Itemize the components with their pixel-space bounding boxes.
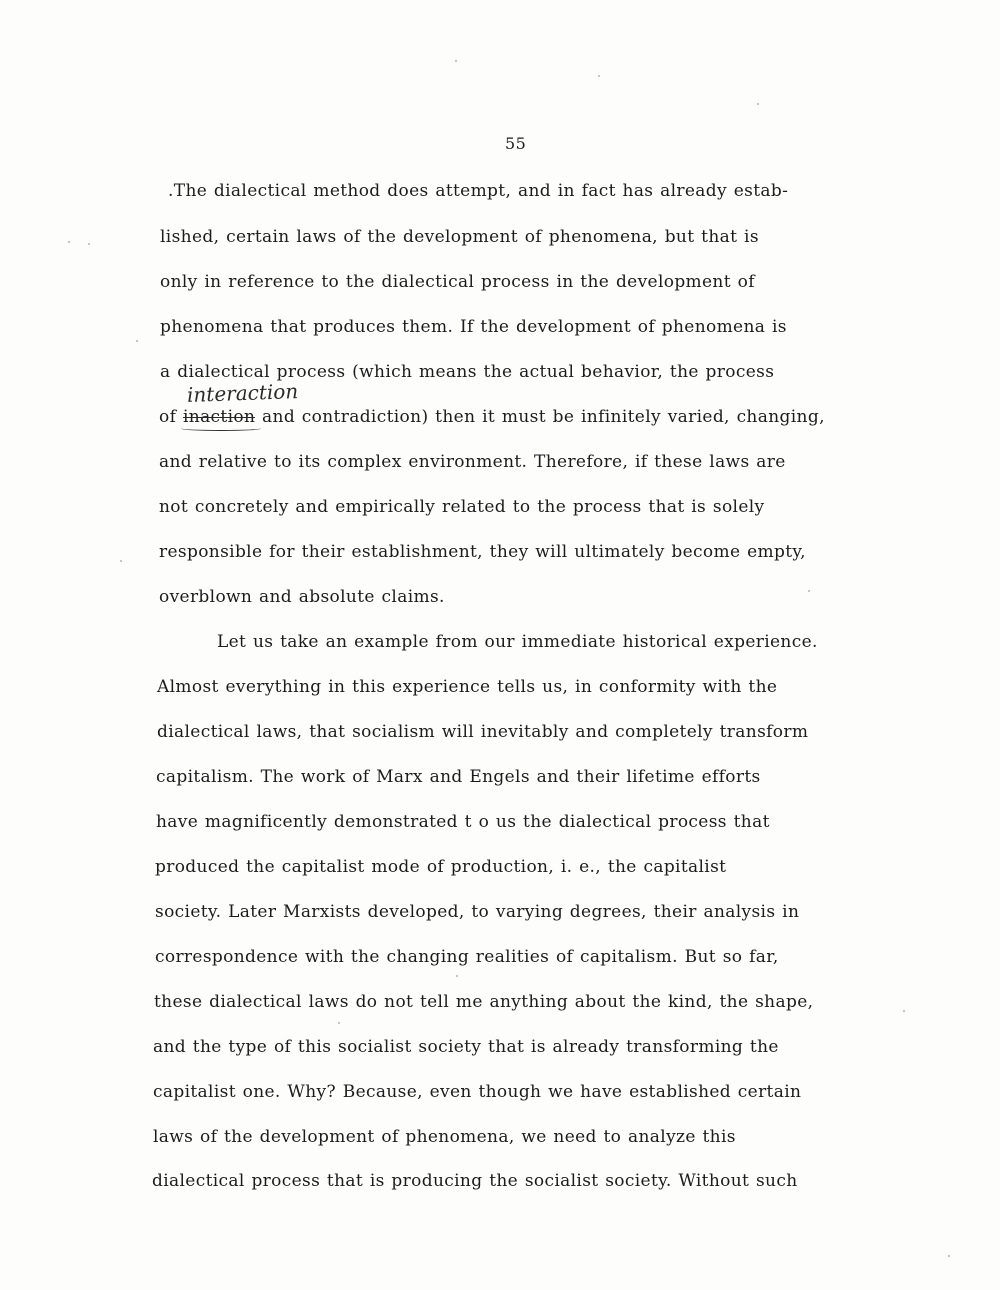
handwritten-correction: interaction [186,379,299,407]
text-line: dialectical process that is producing the socialist society. Without such [152,1171,798,1191]
text-line: Almost everything in this experience tells us, in conformity with the [157,677,778,697]
page-number: 55 [505,134,527,153]
scan-speck [808,590,810,592]
text-line: laws of the development of phenomena, we need to analyze this [153,1127,736,1147]
text-line: .The dialectical method does attempt, and in fact has already estab- [168,181,789,201]
text-line: responsible for their establishment, they will ultimately become empty, [159,542,806,562]
text-line: have magnificently demonstrated t o us the dialectical process that [156,812,770,832]
scan-speck [68,241,70,243]
scan-speck [456,975,458,977]
struck-word: inaction [182,407,256,427]
text-line: capitalism. The work of Marx and Engels and their lifetime efforts [156,767,761,787]
scan-speck [120,560,122,562]
text-line: lished, certain laws of the development of phenomena, but that is [160,227,759,247]
text-line: dialectical laws, that socialism will inevitably and completely transform [157,722,809,742]
text-line: Let us take an example from our immediate historical experience. [217,632,818,652]
scan-speck [88,243,90,245]
scan-speck [757,103,759,105]
scan-speck [338,1022,340,1024]
line-start: of [159,407,183,427]
scan-speck [948,1255,950,1257]
text-line: phenomena that produces them. If the development of phenomena is [160,317,787,337]
scan-speck [136,340,138,342]
text-line: not concretely and empirically related to the process that is solely [159,497,765,517]
text-line: a dialectical process (which means the actual behavior, the process [160,362,775,382]
scan-speck [598,75,600,77]
text-line: capitalist one. Why? Because, even though we have established certain [153,1082,802,1102]
text-line-with-strikethrough [159,407,825,427]
scan-speck [455,60,457,62]
scan-speck [903,1010,905,1012]
text-line: and the type of this socialist society that is already transforming the [153,1037,779,1057]
text-line: society. Later Marxists developed, to varying degrees, their analysis in [155,902,800,922]
text-line: only in reference to the dialectical process in the development of [160,272,755,292]
text-line: produced the capitalist mode of production, i. e., the capitalist [155,857,727,877]
text-line: and relative to its complex environment. Therefore, if these laws are [159,452,786,472]
text-line: correspondence with the changing realities of capitalism. But so far, [155,947,779,967]
text-line: these dialectical laws do not tell me anything about the kind, the shape, [154,992,814,1012]
line-rest: and contradiction) then it must be infinitely varied, changing, [255,407,825,427]
text-line: overblown and absolute claims. [159,587,445,607]
